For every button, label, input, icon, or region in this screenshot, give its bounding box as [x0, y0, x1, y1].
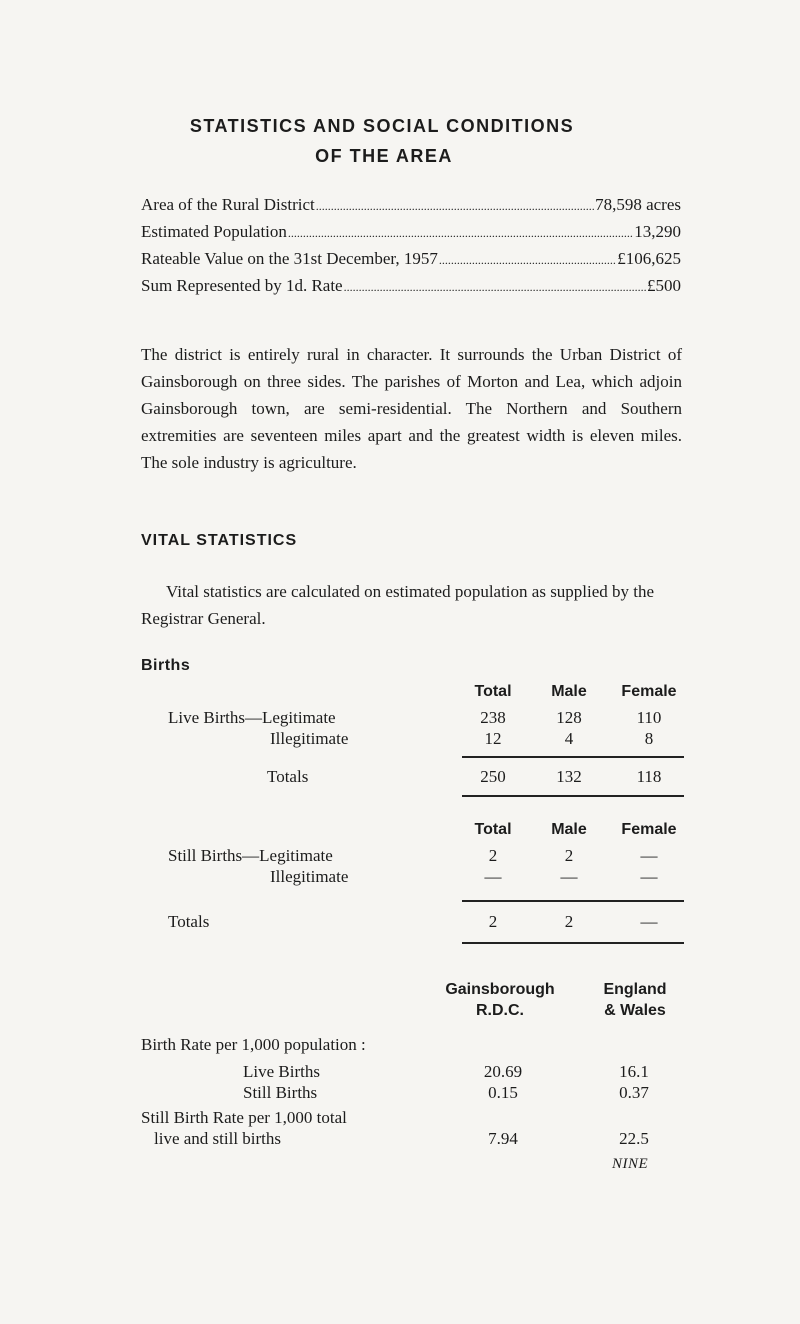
page-title: STATISTICS AND SOCIAL CONDITIONS [189, 116, 575, 136]
still-rate-label-line2: live and still births [154, 1129, 282, 1148]
still-rate-label-line1: Still Birth Rate per 1,000 total [141, 1108, 347, 1127]
row-label: Live Births—Legitimate [168, 708, 336, 727]
table-rule [462, 900, 684, 902]
rate-england: 0.37 [619, 1083, 649, 1102]
fact-label: Rateable Value on the 31st December, 1957 [141, 249, 438, 268]
still-rate-gainsborough: 7.94 [488, 1129, 518, 1148]
rates-col-header-rdc: R.D.C. [476, 1002, 524, 1019]
vital-statistics-heading: VITAL STATISTICS [141, 532, 298, 549]
row-label: Still Births—Legitimate [168, 846, 333, 865]
table-rule [462, 942, 684, 944]
fact-row-area [141, 195, 681, 215]
total-female: — [640, 912, 658, 931]
cell-total: 238 [480, 708, 506, 727]
fact-value: 13,290 [634, 222, 681, 241]
fact-label: Area of the Rural District [141, 195, 315, 214]
row-label: Illegitimate [270, 867, 349, 886]
rate-label: Live Births [243, 1062, 320, 1081]
cell-total: — [484, 867, 502, 886]
district-description: The district is entirely rural in character. It surrounds the Urban District of Gainsborough on three sides. The parishes of Morton and Lea, which adjoin Gainsborough town, are semi-residential. The Northern and Southern extremities are seventeen miles apart and the greatest width is eleven miles. The sole industry is agriculture. [141, 345, 682, 472]
totals-label: Totals [267, 767, 309, 786]
cell-male: 128 [556, 708, 582, 727]
col-header-total: Total [474, 821, 512, 838]
rates-col-header-england: England [603, 981, 667, 998]
rate-gainsborough: 0.15 [488, 1083, 518, 1102]
rates-col-header-wales: & Wales [604, 1002, 666, 1019]
dot-leader [344, 280, 646, 295]
fact-row-rate [141, 276, 681, 296]
rate-gainsborough: 20.69 [483, 1062, 523, 1081]
total-total: 2 [488, 912, 498, 931]
dot-leader [288, 226, 633, 241]
cell-female: — [640, 867, 658, 886]
rate-england: 16.1 [619, 1062, 649, 1081]
col-header-male: Male [551, 683, 587, 700]
col-header-male: Male [551, 821, 587, 838]
cell-male: 4 [564, 729, 574, 748]
cell-male: — [560, 867, 578, 886]
cell-male: 2 [564, 846, 574, 865]
cell-female: 110 [636, 708, 662, 727]
rate-label: Still Births [243, 1083, 318, 1102]
cell-female: 8 [644, 729, 654, 748]
fact-label: Sum Represented by 1d. Rate [141, 276, 343, 295]
page-number: NINE [612, 1156, 649, 1172]
fact-value: £106,625 [617, 249, 681, 268]
col-header-female: Female [621, 821, 677, 838]
still-rate-england: 22.5 [619, 1129, 649, 1148]
col-header-female: Female [621, 683, 677, 700]
cell-total: 2 [488, 846, 498, 865]
totals-label: Totals [168, 912, 210, 931]
row-label: Illegitimate [270, 729, 349, 748]
births-heading: Births [141, 657, 191, 674]
vital-intro: Vital statistics are calculated on estimated population as supplied by the Registrar General. [141, 582, 655, 628]
dot-leader [439, 253, 616, 268]
col-header-total: Total [474, 683, 512, 700]
page-subtitle: OF THE AREA [315, 146, 453, 166]
total-total: 250 [480, 767, 506, 786]
table-rule [462, 795, 684, 797]
dot-leader [316, 199, 594, 214]
total-male: 2 [564, 912, 574, 931]
table-rule [462, 756, 684, 758]
rates-intro: Birth Rate per 1,000 population : [141, 1035, 366, 1054]
fact-row-population [141, 222, 681, 242]
fact-row-rateable-value [141, 249, 681, 269]
rates-col-header-gainsborough: Gainsborough [445, 981, 555, 998]
fact-label: Estimated Population [141, 222, 287, 241]
fact-value: 78,598 acres [595, 195, 681, 214]
cell-total: 12 [484, 729, 502, 748]
total-male: 132 [556, 767, 582, 786]
cell-female: — [640, 846, 658, 865]
fact-value: £500 [647, 276, 681, 295]
total-female: 118 [636, 767, 662, 786]
